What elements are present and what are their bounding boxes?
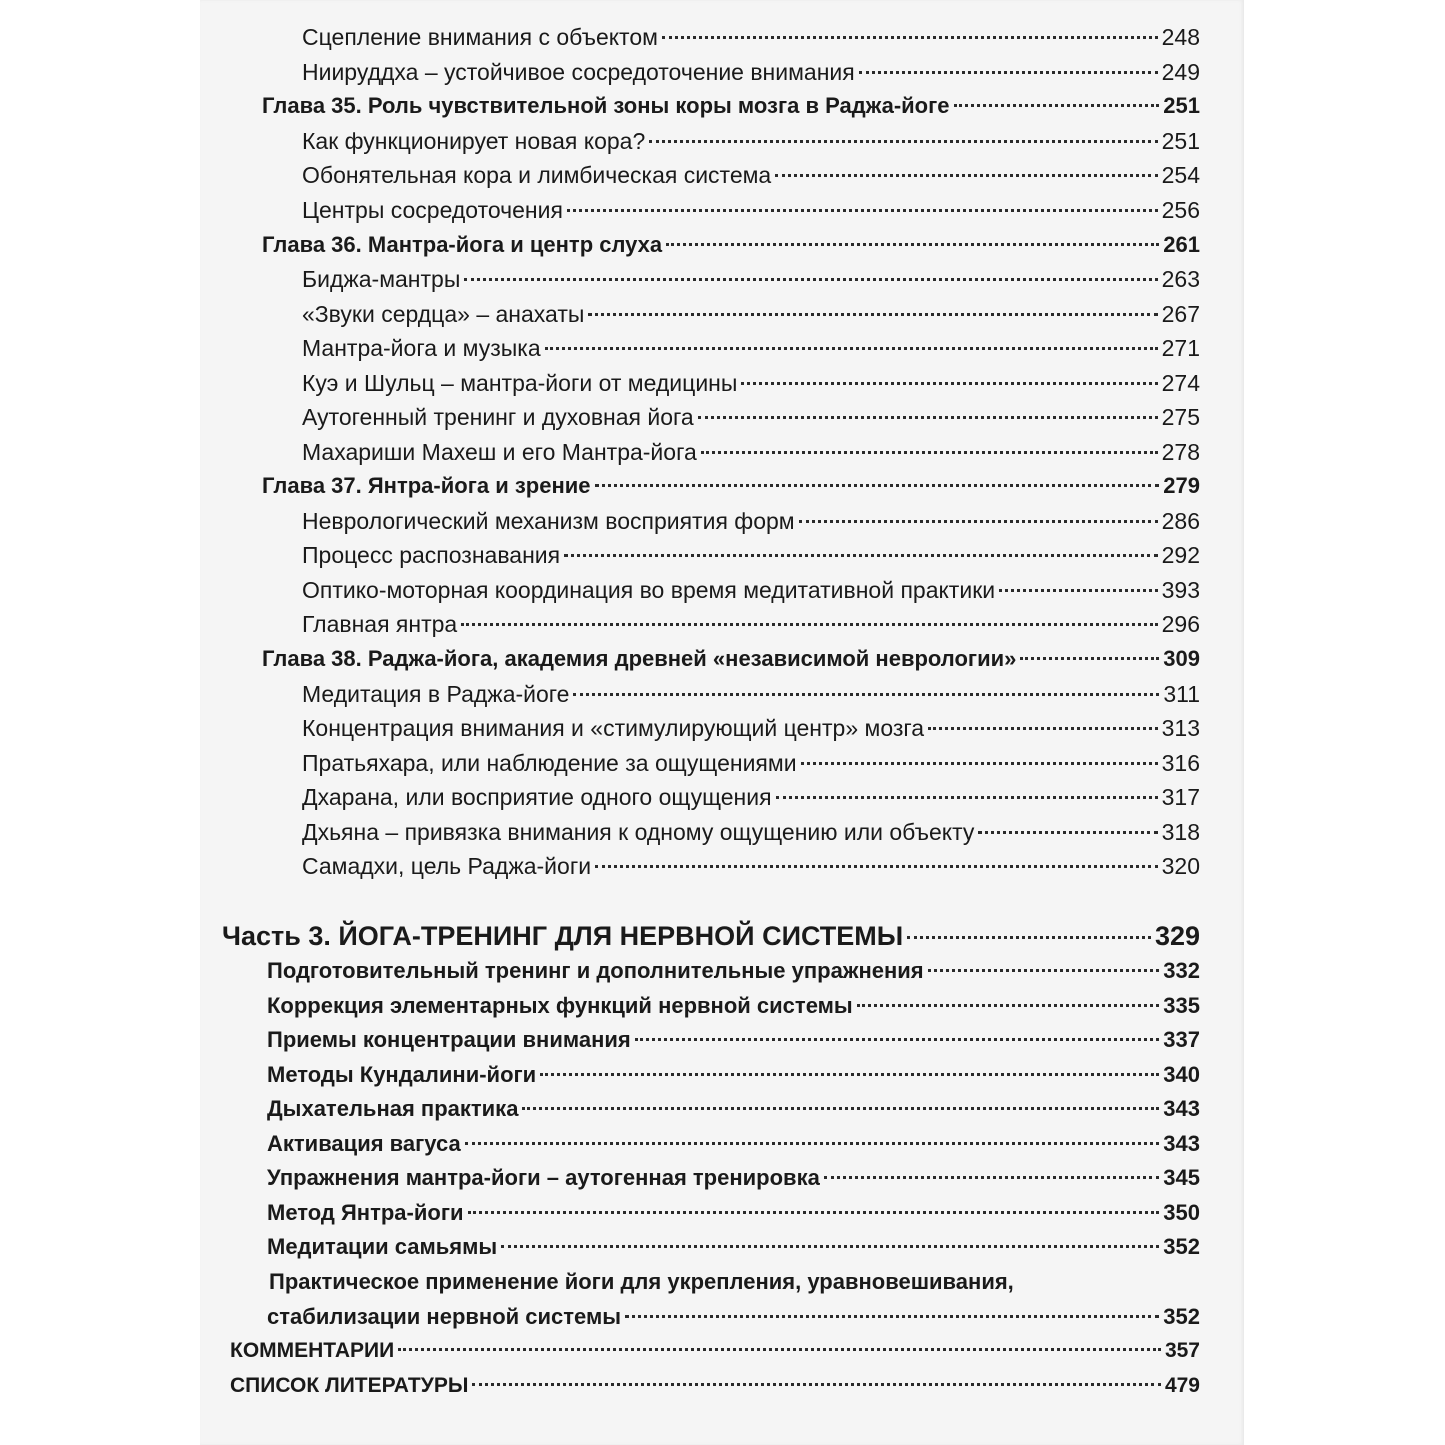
toc-entry[interactable] (302, 20, 1200, 54)
toc-entry-title: Глава 38. Раджа-йога, академия древней «независимой неврологии» (262, 646, 1017, 671)
toc-entry[interactable] (267, 954, 1200, 988)
toc-entry-page-number: 350 (1163, 1200, 1200, 1225)
dot-leader (540, 1073, 1159, 1076)
toc-entry[interactable] (302, 124, 1200, 158)
dot-leader (472, 1383, 1161, 1386)
toc-entry[interactable] (267, 1023, 1200, 1057)
dot-leader (698, 416, 1158, 419)
toc-entry-title: Мантра-йога и музыка (302, 335, 541, 361)
toc-entry[interactable] (302, 435, 1200, 469)
toc-entry[interactable] (262, 228, 1200, 262)
toc-entry[interactable] (302, 331, 1200, 365)
toc-entry-page-number: 313 (1161, 715, 1200, 741)
dot-leader (928, 969, 1160, 972)
toc-entry-title: Медитации самьямы (267, 1234, 498, 1259)
toc-entry-title: Метод Янтра-йоги (267, 1200, 464, 1225)
toc-entry-page-number: 337 (1163, 1027, 1200, 1052)
toc-entry-title: Главная янтра (302, 611, 458, 637)
toc-entry[interactable] (230, 1369, 1200, 1403)
toc-entry-page-number: 251 (1163, 93, 1200, 118)
toc-entry-page-number: 249 (1161, 59, 1200, 85)
dot-leader (978, 831, 1157, 834)
toc-entry-title: Дхарана, или восприятие одного ощущения (302, 784, 772, 810)
toc-entry[interactable] (262, 89, 1200, 123)
toc-entry[interactable] (302, 400, 1200, 434)
toc-entry-page-number: 263 (1161, 266, 1200, 292)
toc-entry[interactable] (302, 504, 1200, 538)
toc-entry[interactable] (230, 1334, 1200, 1368)
toc-entry[interactable] (302, 849, 1200, 883)
dot-leader (666, 243, 1159, 246)
toc-entry[interactable] (267, 989, 1200, 1023)
toc-entry-title: Приемы концентрации внимания (267, 1027, 631, 1052)
dot-leader (999, 589, 1158, 592)
dot-leader (824, 1176, 1159, 1179)
dot-leader (775, 174, 1157, 177)
toc-entry-title: КОММЕНТАРИИ (230, 1339, 395, 1362)
dot-leader (464, 278, 1157, 281)
toc-entry-title: Коррекция элементарных функций нервной системы (267, 993, 853, 1018)
dot-leader (461, 623, 1157, 626)
toc-entry[interactable] (262, 469, 1200, 503)
toc-entry-page-number: 329 (1154, 921, 1200, 951)
toc-entry-page-number: 317 (1161, 784, 1200, 810)
toc-entry-title: Подготовительный тренинг и дополнительные упражнения (267, 958, 924, 983)
toc-entry-page-number: 279 (1163, 473, 1200, 498)
toc-entry-page-number: 275 (1161, 404, 1200, 430)
toc-entry-title: Обонятельная кора и лимбическая система (302, 162, 772, 188)
toc-entry[interactable] (302, 573, 1200, 607)
dot-leader (635, 1038, 1160, 1041)
toc-entry-title: СПИСОК ЛИТЕРАТУРЫ (230, 1374, 469, 1397)
toc-entry-title: Сцепление внимания с объектом (302, 24, 658, 50)
toc-entry-page-number: 335 (1163, 993, 1200, 1018)
dot-leader (907, 936, 1151, 939)
toc-entry-page-number: 248 (1161, 24, 1200, 50)
toc-entry-title: Концентрация внимания и «стимулирующий центр» мозга (302, 715, 925, 741)
dot-leader (573, 693, 1159, 696)
dot-leader (701, 451, 1158, 454)
toc-entry[interactable] (302, 158, 1200, 192)
toc-entry-page-number: 311 (1163, 681, 1200, 707)
toc-entry-page-number: 292 (1161, 542, 1200, 568)
dot-leader (1020, 657, 1159, 660)
dot-leader (859, 71, 1158, 74)
toc-entry-title: Методы Кундалини-йоги (267, 1062, 537, 1087)
toc-entry[interactable] (267, 1196, 1200, 1230)
toc-entry-title: Глава 37. Янтра-йога и зрение (262, 473, 591, 498)
toc-entry[interactable] (302, 780, 1200, 814)
toc-entry-title: Часть 3. ЙОГА-ТРЕНИНГ ДЛЯ НЕРВНОЙ СИСТЕМЫ (222, 921, 904, 951)
toc-entry-title: Махариши Махеш и его Мантра-йога (302, 439, 697, 465)
dot-leader (776, 796, 1158, 799)
toc-entry-page-number: 309 (1163, 646, 1200, 671)
toc-entry-page-number: 251 (1161, 128, 1200, 154)
toc-entry-title: Пратьяхара, или наблюдение за ощущениями (302, 750, 797, 776)
toc-entry[interactable] (267, 1300, 1200, 1334)
toc-entry-page-number: 479 (1164, 1374, 1200, 1397)
toc-entry-page-number: 278 (1161, 439, 1200, 465)
toc-entry[interactable] (302, 607, 1200, 641)
toc-entry-page-number: 343 (1163, 1096, 1200, 1121)
toc-entry-title: Оптико-моторная координация во время медитативной практики (302, 577, 996, 603)
dot-leader (522, 1107, 1159, 1110)
dot-leader (799, 520, 1158, 523)
toc-entry-title: Центры сосредоточения (302, 197, 563, 223)
toc-entry[interactable] (302, 711, 1200, 745)
dot-leader (468, 1211, 1160, 1214)
toc-entry-title: «Звуки сердца» – анахаты (302, 301, 585, 327)
dot-leader (564, 554, 1158, 557)
toc-entry-title: Ниируддха – устойчивое сосредоточение внимания (302, 59, 855, 85)
dot-leader (501, 1245, 1159, 1248)
toc-entry[interactable] (302, 746, 1200, 780)
toc-entry[interactable] (302, 538, 1200, 572)
dot-leader (741, 382, 1157, 385)
toc-entry-title: Самадхи, цель Раджа-йоги (302, 853, 592, 879)
dot-leader (801, 762, 1158, 765)
toc-entry-title: Дыхательная практика (267, 1096, 519, 1121)
toc-entry-page-number: 352 (1163, 1234, 1200, 1259)
toc-entry-page-number: 320 (1161, 853, 1200, 879)
toc-entry-title: Глава 35. Роль чувствительной зоны коры мозга в Раджа-йоге (262, 93, 950, 118)
dot-leader (928, 727, 1158, 730)
toc-entry-page-number: 332 (1163, 958, 1200, 983)
toc-entry[interactable] (222, 919, 1200, 953)
dot-leader (567, 209, 1158, 212)
toc-entry[interactable] (267, 1058, 1200, 1092)
toc-entry-page-number: 296 (1161, 611, 1200, 637)
toc-entry[interactable] (262, 642, 1200, 676)
toc-entry-title: Процесс распознавания (302, 542, 561, 568)
toc-entry-title: Как функционирует новая кора? (302, 128, 646, 154)
toc-entry-page-number: 352 (1163, 1304, 1200, 1329)
toc-entry-page-number: 261 (1163, 232, 1200, 257)
toc-entry-title: Дхьяна – привязка внимания к одному ощущению или объекту (302, 819, 975, 845)
dot-leader (465, 1142, 1160, 1145)
toc-entry-page-number: 274 (1161, 370, 1200, 396)
toc-entry[interactable] (302, 193, 1200, 227)
toc-entry-title: Неврологический механизм восприятия форм (302, 508, 795, 534)
dot-leader (625, 1315, 1159, 1318)
toc-entry-page-number: 316 (1161, 750, 1200, 776)
toc-entry-page-number: 343 (1163, 1131, 1200, 1156)
toc-entry-title: Активация вагуса (267, 1131, 461, 1156)
toc-entry[interactable] (302, 366, 1200, 400)
toc-entry-title: Куэ и Шульц – мантра-йоги от медицины (302, 370, 738, 396)
toc-entry-wrapped-line: Практическое применение йоги для укрепления, уравновешивания, (269, 1269, 1014, 1294)
dot-leader (398, 1348, 1161, 1351)
toc-entry-page-number: 318 (1161, 819, 1200, 845)
dot-leader (662, 36, 1158, 39)
toc-entry-title: Медитация в Раджа-йоге (302, 681, 570, 707)
toc-entry-page-number: 256 (1161, 197, 1200, 223)
toc-entry[interactable] (267, 1127, 1200, 1161)
toc-entry-page-number: 357 (1164, 1339, 1200, 1362)
toc-entry-page-number: 271 (1161, 335, 1200, 361)
toc-entry-title: Упражнения мантра-йоги – аутогенная тренировка (267, 1165, 820, 1190)
book-page (200, 0, 1244, 1445)
toc-entry[interactable] (302, 677, 1200, 711)
toc-entry[interactable] (267, 1230, 1200, 1264)
dot-leader (857, 1004, 1160, 1007)
toc-entry-page-number: 393 (1161, 577, 1200, 603)
toc-entry-page-number: 345 (1163, 1165, 1200, 1190)
toc-entry-title: Глава 36. Мантра-йога и центр слуха (262, 232, 663, 257)
toc-entry[interactable] (302, 55, 1200, 89)
dot-leader (595, 865, 1158, 868)
dot-leader (649, 140, 1157, 143)
toc-entry-page-number: 267 (1161, 301, 1200, 327)
toc-entry-title: Аутогенный тренинг и духовная йога (302, 404, 694, 430)
dot-leader (545, 347, 1158, 350)
toc-entry[interactable] (302, 297, 1200, 331)
toc-entry-page-number: 286 (1161, 508, 1200, 534)
toc-entry-page-number: 254 (1161, 162, 1200, 188)
dot-leader (588, 313, 1157, 316)
dot-leader (595, 484, 1160, 487)
dot-leader (954, 104, 1160, 107)
toc-entry-title: Биджа-мантры (302, 266, 461, 292)
toc-entry-page-number: 340 (1163, 1062, 1200, 1087)
toc-entry[interactable] (302, 262, 1200, 296)
toc-entry[interactable] (267, 1092, 1200, 1126)
toc-entry[interactable] (267, 1161, 1200, 1195)
toc-entry[interactable] (302, 815, 1200, 849)
toc-entry-title: стабилизации нервной системы (267, 1304, 622, 1329)
